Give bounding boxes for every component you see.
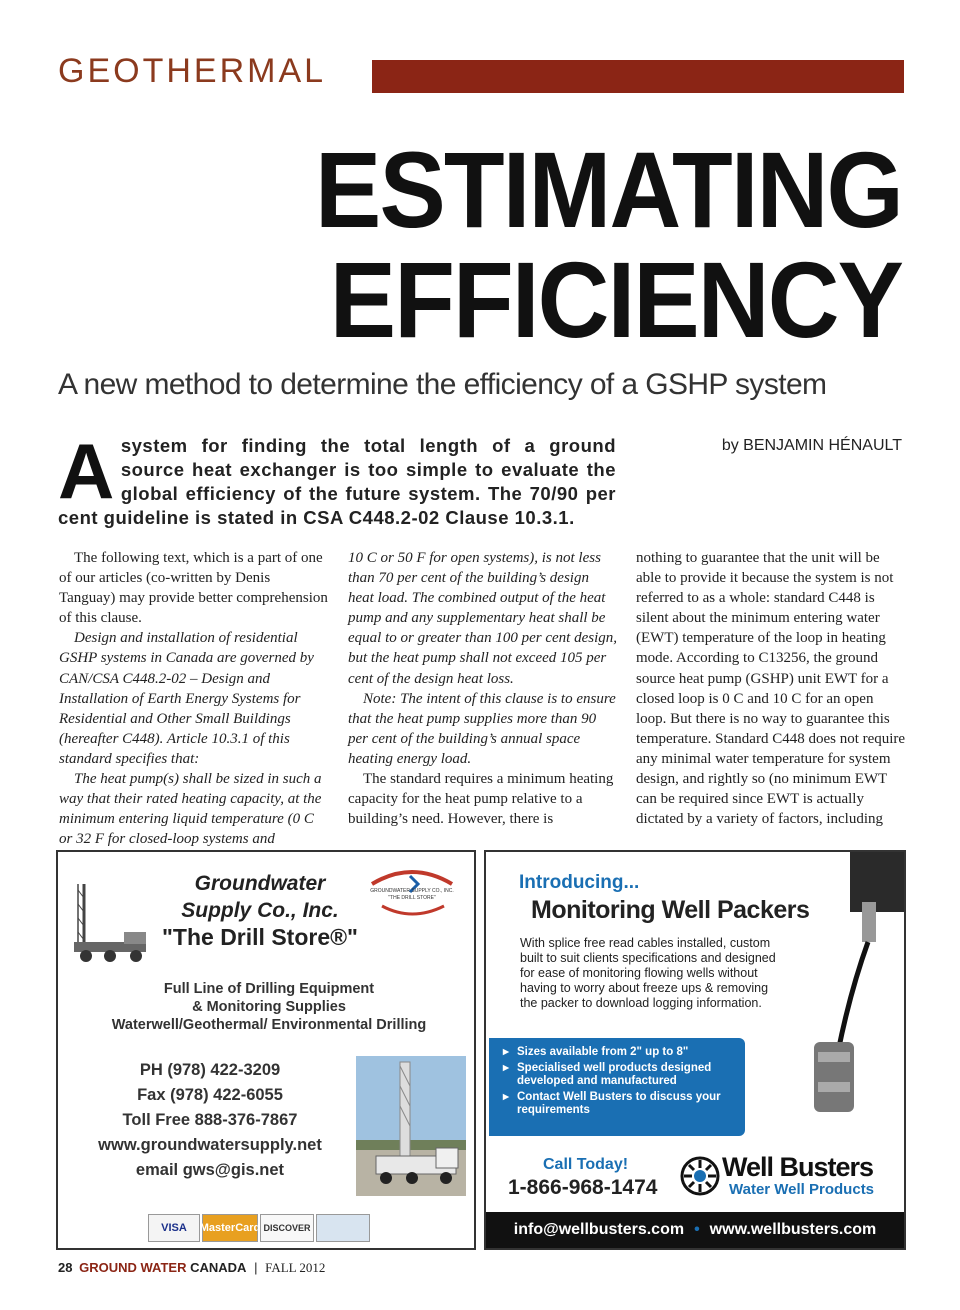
services-line-2: & Monitoring Supplies [192, 999, 346, 1015]
page-footer [58, 1260, 325, 1276]
issue-date: FALL 2012 [265, 1260, 326, 1275]
headline-line-2: EFFICIENCY [329, 239, 902, 360]
groundwater-name-line-2: Supply Co., Inc. [181, 899, 339, 922]
groundwater-name-line-3: "The Drill Store®" [162, 924, 358, 950]
groundwater-contact [70, 1058, 350, 1183]
discover-card-icon: DISCOVER [260, 1214, 314, 1242]
wb-brand-sub: Water Well Products [729, 1181, 875, 1198]
paragraph: Design and installation of residential GSHP systems in Canada are governed by CAN/CSA C448.2-02 – Design and Installation of Earth Energy Systems for Residential and Other Small Buildings (hereafter C448). Article 10.3.1 of this standard specifies that: [59, 630, 314, 767]
paragraph: The heat pump(s) shall be sized in such a way that their rated heating capacity, at the minimum entering liquid temperature (0 C or 32 F for closed-loop systems and [59, 771, 322, 848]
groundwater-logo-icon [352, 862, 472, 924]
wb-feature-panel [489, 1038, 745, 1136]
wb-brand: Well Busters [722, 1152, 874, 1182]
section-rule [372, 60, 904, 93]
services-line-1: Full Line of Drilling Equipment [163, 981, 375, 997]
paragraph: Note: The intent of this clause is to ensure that the heat pump supplies more than 90 per cent of the building’s annual space heating energy load. [348, 690, 616, 767]
logo-text-line-1: GROUNDWATER SUPPLY CO., INC. [370, 888, 454, 894]
amex-card-icon [316, 1214, 370, 1242]
drill-truck-photo [356, 1056, 466, 1196]
wb-feature-item: ▸ Specialised well products designed developed and manufactured [503, 1062, 737, 1088]
groundwater-fax: Fax (978) 422-6055 [137, 1086, 283, 1104]
wb-email[interactable]: info@wellbusters.com [513, 1221, 685, 1238]
wb-intro: Introducing... [519, 872, 640, 893]
article-lead [58, 427, 616, 530]
visa-card-icon: VISA [148, 1214, 200, 1242]
groundwater-tollfree: Toll Free 888-376-7867 [122, 1111, 298, 1129]
well-packer-photo [790, 852, 904, 1132]
headline-line-1: ESTIMATING [315, 129, 902, 250]
services-line-3: Waterwell/Geothermal/ Environmental Drilling [111, 1017, 427, 1033]
lead-text: system for finding the total length of a ground source heat exchanger is too simple to evaluate the global efficiency of the future system. The 70/90 per cent guideline is stated in CSA C448.2-02 Clause 10.3.1. [58, 435, 616, 528]
paragraph: The following text, which is a part of one of our articles (co-written by Denis Tanguay) may provide better comprehension of this clause. [59, 550, 328, 627]
body-column-1 [59, 548, 329, 849]
groundwater-phone: PH (978) 422-3209 [139, 1061, 281, 1079]
drill-rig-icon [64, 880, 154, 966]
separator-dot: • [694, 1221, 700, 1238]
groundwater-services [70, 980, 468, 1034]
groundwater-website[interactable]: www.groundwatersupply.net [98, 1136, 322, 1154]
footer-separator: | [254, 1260, 258, 1275]
body-column-3 [636, 548, 906, 829]
publication-name-b: CANADA [190, 1260, 247, 1275]
wb-body: With splice free read cables installed, custom built to suit clients specifications and designed for ease of monitoring flowing wells without having to worry about freeze ups & removing the packer to download logging information. [520, 936, 776, 1010]
groundwater-email[interactable]: email gws@gis.net [135, 1161, 285, 1179]
body-column-2 [348, 548, 618, 829]
wb-title: Monitoring Well Packers [531, 896, 810, 924]
wb-feature-item: ▸ Sizes available from 2" up to 8" [503, 1046, 737, 1059]
groundwater-name-line-1: Groundwater [194, 872, 326, 895]
wb-phone[interactable]: 1-866-968-1474 [508, 1176, 658, 1199]
drop-cap: A [58, 427, 115, 515]
groundwater-name [150, 870, 370, 951]
mastercard-icon: MasterCard [202, 1214, 258, 1242]
wb-website[interactable]: www.wellbusters.com [709, 1221, 877, 1238]
page-number: 28 [58, 1260, 73, 1275]
byline: by BENJAMIN HÉNAULT [721, 437, 902, 454]
wb-contact-bar [486, 1212, 904, 1248]
well-busters-logo-icon [680, 1156, 720, 1196]
section-label: GEOTHERMAL [58, 52, 327, 90]
wb-feature-item: ▸ Contact Well Busters to discuss your requirements [503, 1091, 737, 1117]
paragraph: The standard requires a minimum heating capacity for the heat pump relative to a building’s need. However, there is [348, 771, 614, 828]
article-subtitle: A new method to determine the efficiency of a GSHP system [58, 368, 827, 401]
paragraph: 10 C or 50 F for open systems), is not less than 70 per cent of the building’s design heat load. The combined output of the heat pump and any supplementary heat shall be equal to or greater than 100 per cent design, but the heat pump shall not exceed 105 per cent of the design heat loss. [348, 550, 617, 687]
logo-text-line-2: "THE DRILL STORE" [388, 895, 436, 901]
wb-call-today: Call Today! [543, 1156, 629, 1173]
publication-name-a: GROUND WATER [79, 1260, 187, 1275]
paragraph: nothing to guarantee that the unit will be able to provide it because the system is not referred to as a whole: standard C448 is silent about the minimum entering water (EWT) temperature of the loop in heating mode. According to C13256, the ground source heat pump (GSHP) unit EWT for a closed loop is 0 C and 10 C for an open loop. But there is no way to guarantee this temperature. Standard C448 does not require any minimal water temperature for system design, and rightly so (no minimum EWT can be required since EWT is actually dictated by a variety of factors, including [636, 550, 906, 828]
